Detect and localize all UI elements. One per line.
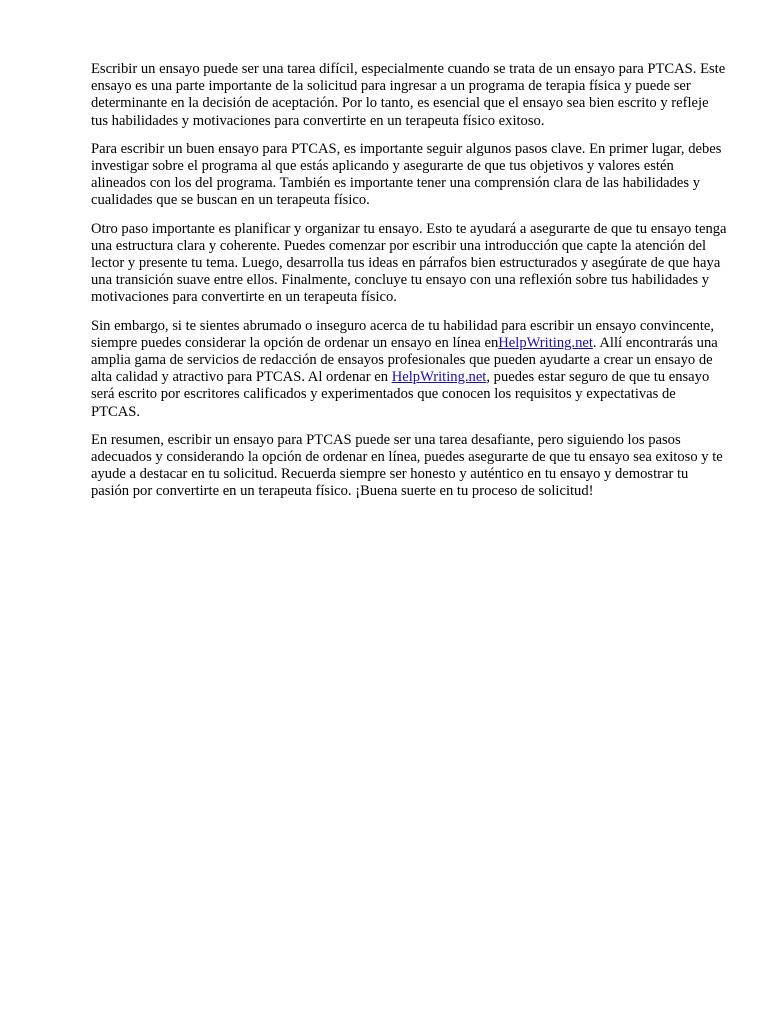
paragraph-ordering-text-3: , puedes estar seguro de que tu ensayo será escrito por escritores calificados y experimentados que conocen los requisitos y expectativas de PTCAS. (91, 369, 710, 420)
paragraph-planning: Otro paso importante es planificar y organizar tu ensayo. Esto te ayudará a asegurarte de que tu ensayo tenga una estructura clara y coherente. Puedes comenzar por escribir una introducción que capte la atención del lector y presente tu tema. Luego, desarrolla tus ideas en párrafos bien estructurados y asegúrate de que haya una transición suave entre ellos. Finalmente, concluye tu ensayo con una reflexión sobre tus habilidades y motivaciones para convertirte en un terapeuta físico. (91, 220, 727, 306)
document-body (91, 61, 727, 512)
paragraph-summary: En resumen, escribir un ensayo para PTCAS puede ser una tarea desafiante, pero siguiendo los pasos adecuados y considerando la opción de ordenar en línea, puedes asegurarte de que tu ensayo sea exitoso y te ayude a destacar en tu solicitud. Recuerda siempre ser honesto y auténtico en tu ensayo y demostrar tu pasión por convertirte en un terapeuta físico. ¡Buena suerte en tu proceso de solicitud! (91, 431, 723, 500)
helpwriting-link-1[interactable]: HelpWriting.net (498, 334, 593, 351)
paragraph-intro: Escribir un ensayo puede ser una tarea difícil, especialmente cuando se trata de un ensayo para PTCAS. Este ensayo es una parte importante de la solicitud para ingresar a un programa de terapia física y puede ser determinante en la decisión de aceptación. Por lo tanto, es esencial que el ensayo sea bien escrito y refleje tus habilidades y motivaciones para convertirte en un terapeuta físico exitoso. (91, 61, 726, 129)
paragraph-ordering (91, 318, 727, 421)
paragraph-ordering-text-1: Sin embargo, si te sientes abrumado o inseguro acerca de tu habilidad para escribir un ensayo convincente, siempre puedes considerar la opción de ordenar un ensayo en línea en (91, 317, 714, 351)
paragraph-steps: Para escribir un buen ensayo para PTCAS, es importante seguir algunos pasos clave. En primer lugar, debes investigar sobre el programa al que estás aplicando y asegurarte de que tus objetivos y valores estén alineados con los del programa. También es importante tener una comprensión clara de las habilidades y cualidades que se buscan en un terapeuta físico. (91, 140, 722, 209)
paragraph-ordering-text-2: . Allí encontrarás una amplia gama de servicios de redacción de ensayos profesionales que pueden ayudarte a crear un ensayo de alta calidad y atractivo para PTCAS. Al ordenar en (91, 334, 718, 386)
helpwriting-link-2[interactable]: HelpWriting.net (391, 369, 487, 386)
